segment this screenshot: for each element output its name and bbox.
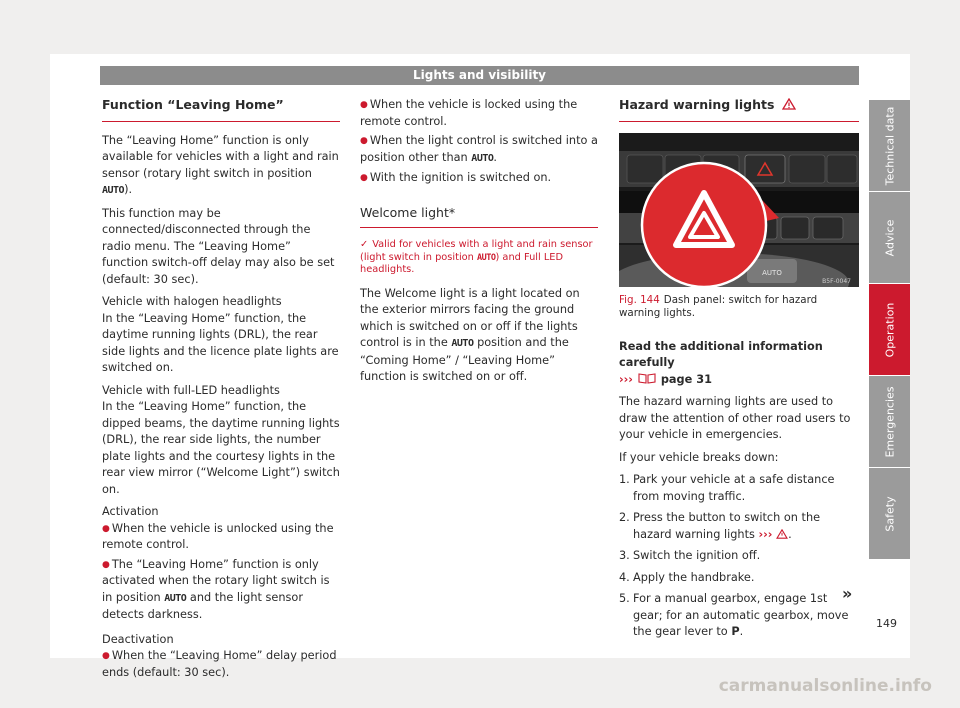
- text: and the light sensor detects darkness.: [102, 590, 303, 621]
- text: The “Leaving Home” function is only available for vehicles with a light and rain sensor (rotary light switch in position: [102, 133, 339, 180]
- paragraph: This function may be connected/disconnected through the radio menu. The “Leaving Home” function switch-off delay may also be set (default: 30 sec).: [102, 206, 335, 286]
- figure-caption: [619, 294, 859, 321]
- list-item: [619, 472, 859, 505]
- text: When the light control is switched into a position other than: [360, 134, 598, 164]
- list-item: [619, 548, 859, 565]
- reference-arrow: ›››: [619, 372, 633, 386]
- gear-position: P: [731, 625, 740, 638]
- subheading: Vehicle with halogen headlights: [102, 295, 282, 308]
- subheading: Activation: [102, 505, 159, 518]
- section-title-welcome-light: [360, 205, 598, 229]
- page-link[interactable]: page 31: [660, 372, 712, 386]
- list-item: [619, 591, 859, 641]
- validity-note: [360, 239, 598, 277]
- text: .: [739, 625, 744, 638]
- check-icon: ✓: [360, 239, 369, 250]
- bullet-icon: ●: [360, 100, 368, 110]
- list-item: ● When the light control is switched into a position other than AUTO.: [360, 134, 598, 164]
- text: Valid for vehicles with a light and rain sensor (light switch in position: [360, 239, 593, 263]
- paragraph: [360, 286, 598, 386]
- chapter-header: Lights and visibility: [100, 66, 859, 85]
- auto-symbol: AUTO: [164, 592, 187, 604]
- paragraph: In the “Leaving Home” function, the daytime running lights (DRL), the rear side lights and the licence plate lights are switched on.: [102, 311, 339, 374]
- text: ).: [124, 183, 133, 196]
- list-item: 2. Press the button to switch on the hazard warning lights ››› .: [619, 511, 821, 541]
- text: The “Leaving Home” function is only activated when the rotary light switch is in position: [102, 557, 330, 604]
- text: Switch the ignition off.: [633, 549, 761, 562]
- section-title-leaving-home: Function “Leaving Home”: [102, 97, 340, 122]
- step-list: [619, 472, 859, 641]
- column-hazard-lights: [619, 97, 859, 646]
- tab-label: Operation: [883, 302, 896, 357]
- list-item: [102, 521, 340, 554]
- text: When the “Leaving Home” delay period ends (default: 30 sec).: [102, 649, 337, 679]
- text: When the vehicle is unlocked using the remote control.: [102, 521, 334, 551]
- text: Hazard warning lights: [619, 97, 775, 112]
- paragraph: In the “Leaving Home” function, the dipped beams, the daytime running lights (DRL), the rear side lights, the number plate lights and the courtesy lights in the rear view mirror (“Welcome Light”) switch on.: [102, 400, 340, 496]
- page-number: 149: [876, 617, 897, 630]
- section-title-hazard: [619, 97, 859, 122]
- column-welcome-light: [360, 97, 598, 392]
- tab-label: Emergencies: [883, 385, 896, 458]
- continue-arrow-icon: »: [842, 584, 853, 603]
- tab-emergencies[interactable]: [869, 376, 910, 467]
- figure-hazard-switch: [619, 133, 859, 287]
- auto-symbol: AUTO: [471, 152, 494, 164]
- warning-triangle-icon: [776, 529, 788, 539]
- step-number: 1.: [619, 473, 630, 486]
- subheading: Deactivation: [102, 632, 174, 646]
- step-number: 3.: [619, 549, 630, 562]
- book-icon: [637, 372, 657, 384]
- watermark: carmanualsonline.info: [718, 676, 932, 696]
- paragraph: If your vehicle breaks down:: [619, 450, 779, 464]
- paragraph: The hazard warning lights are used to draw the attention of other road users to your vehicle in emergencies.: [619, 395, 851, 441]
- bullet-icon: ●: [102, 523, 110, 534]
- text: For a manual gearbox, engage 1st gear; for an automatic gearbox, move the gear lever to: [633, 592, 849, 638]
- figure-number: Fig. 144: [619, 293, 660, 306]
- auto-symbol: AUTO: [477, 252, 496, 263]
- bullet-icon: ●: [102, 559, 110, 570]
- step-number: 5.: [619, 592, 630, 605]
- read-more-text: Read the additional information carefully: [619, 339, 823, 369]
- paragraph: [102, 133, 340, 200]
- tab-advice[interactable]: [869, 192, 910, 283]
- list-item: [619, 570, 859, 587]
- fig-auto-label: AUTO: [762, 268, 782, 277]
- text: With the ignition is switched on.: [369, 171, 552, 184]
- text: Dash panel: switch for hazard warning lights.: [619, 293, 818, 319]
- text: Apply the handbrake.: [633, 570, 755, 584]
- reference-arrow: ›››: [758, 527, 773, 541]
- bullet-icon: ●: [102, 651, 110, 661]
- auto-symbol: AUTO: [451, 338, 474, 349]
- step-number: 4.: [619, 570, 630, 584]
- text: Welcome light*: [360, 204, 456, 220]
- auto-symbol: AUTO: [102, 185, 125, 196]
- bullet-icon: ●: [360, 136, 368, 146]
- bullet-icon: ●: [360, 173, 368, 183]
- subheading: Vehicle with full-LED headlights: [102, 383, 280, 397]
- step-number: 2.: [619, 511, 630, 524]
- tab-operation[interactable]: [869, 284, 910, 375]
- text: Park your vehicle at a safe distance from moving traffic.: [633, 473, 835, 503]
- tab-safety[interactable]: [869, 468, 910, 559]
- text: Press the button to switch on the hazard warning lights: [633, 511, 821, 541]
- list-item: [360, 97, 598, 130]
- list-item: [102, 557, 340, 624]
- warning-triangle-icon: [782, 98, 796, 110]
- tab-label: Safety: [883, 495, 896, 532]
- figure-code: B5F-0047: [822, 277, 851, 285]
- page-reference[interactable]: [619, 372, 859, 389]
- tab-label: Advice: [883, 219, 896, 256]
- tab-technical-data[interactable]: [869, 100, 910, 191]
- dash-panel-illustration: [619, 133, 859, 287]
- text: The Welcome light is a light located on the exterior mirrors facing the ground which is switched on or off if the lights control is in the: [360, 286, 580, 349]
- list-item: [360, 170, 598, 187]
- text: When the vehicle is locked using the remote control.: [360, 98, 578, 128]
- tab-label: Technical data: [883, 106, 896, 185]
- column-leaving-home: [102, 97, 340, 684]
- text: position and the “Coming Home” / “Leaving Home” function is switched on or off.: [360, 336, 569, 383]
- chapter-tabs: [869, 100, 910, 560]
- text: ) and Full LED headlights.: [360, 251, 564, 275]
